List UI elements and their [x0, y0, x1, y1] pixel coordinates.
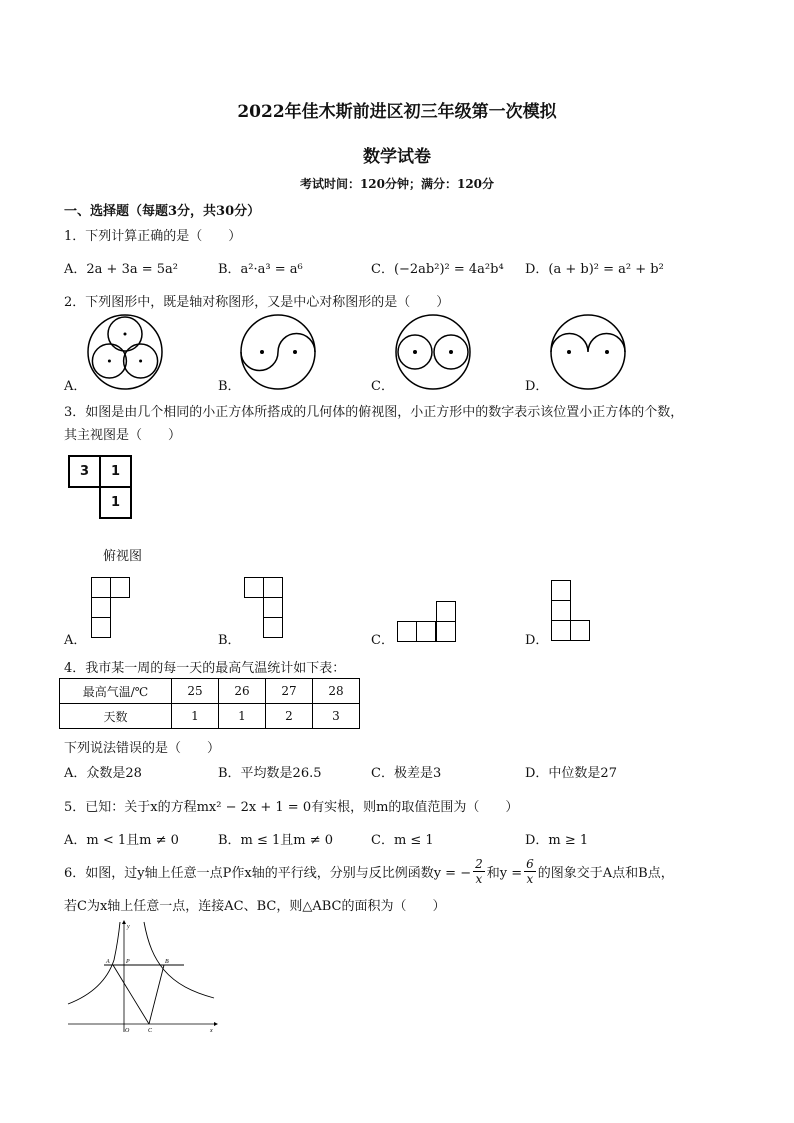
table-cell: 3: [313, 704, 360, 729]
figure-label: y: [127, 924, 130, 930]
q3-label-d: D．: [525, 633, 549, 648]
exam-info: 考试时间：120分钟；满分：120分: [299, 177, 495, 191]
temperature-table: [59, 678, 360, 729]
q6-stem-part1: 6．如图，过y轴上任意一点P作x轴的平行线，分别与反比例函数y = −: [64, 865, 472, 881]
q1-option-b: B．a²·a³ = a⁶: [218, 262, 303, 277]
top-view-cell: 1: [99, 486, 132, 519]
table-cell: 天数: [60, 704, 172, 729]
top-view-cell: 3: [68, 455, 101, 488]
q1-option-d: D．(a + b)² = a² + b²: [525, 262, 664, 277]
fraction-neg-2-over-x: [473, 857, 485, 886]
q5-option-b: B．m ≤ 1且m ≠ 0: [218, 833, 334, 848]
table-cell: 26: [219, 679, 266, 704]
fraction-6-over-x: [524, 857, 536, 886]
q2-figure-a: [85, 312, 165, 392]
q4-option-b: B．平均数是26.5: [218, 766, 322, 781]
figure-label: O: [125, 1028, 130, 1034]
q3-label-c: C．: [371, 633, 394, 648]
exam-subtitle: 数学试卷: [363, 147, 431, 167]
fraction-denominator: x: [475, 871, 483, 886]
table-row: [60, 704, 360, 729]
table-cell: 1: [172, 704, 219, 729]
q5-stem: 5．已知：关于x的方程mx² − 2x + 1 = 0有实根，则m的取值范围为（ ）: [64, 800, 519, 815]
q2-label-a: A．: [64, 379, 87, 394]
q6-stem-line1: [64, 851, 674, 891]
q5-option-d: D．m ≥ 1: [525, 833, 589, 848]
table-row: [60, 679, 360, 704]
q3-option-b-figure: [244, 577, 286, 640]
q4-question: 下列说法错误的是（ ）: [64, 741, 221, 756]
q3-stem-line1: 3．如图是由几个相同的小正方体所搭成的几何体的俯视图，小正方形中的数字表示该位置小正方体的个数，: [64, 405, 684, 420]
exam-title: 2022年佳木斯前进区初三年级第一次模拟: [237, 102, 557, 122]
q4-option-a: A．众数是28: [64, 766, 142, 781]
table-cell: 最高气温/℃: [60, 679, 172, 704]
q6-stem-line2: 若C为x轴上任意一点，连接AC、BC，则△ABC的面积为（ ）: [64, 899, 446, 914]
q2-figure-b: [238, 312, 318, 392]
q6-stem-part2: 和y =: [486, 865, 523, 881]
q3-label-b: B．: [218, 633, 241, 648]
q1-stem: 1．下列计算正确的是（ ）: [64, 229, 242, 244]
top-view-caption: 俯视图: [103, 549, 143, 564]
q3-label-a: A．: [64, 633, 87, 648]
q6-graph-figure: [64, 918, 224, 1036]
q1-option-a: A．2a + 3a = 5a²: [64, 262, 178, 277]
fraction-denominator: x: [526, 871, 534, 886]
q2-label-d: D．: [525, 379, 549, 394]
q6-stem-part3: 的图象交于A点和B点，: [537, 865, 674, 881]
table-cell: 27: [266, 679, 313, 704]
table-cell: 28: [313, 679, 360, 704]
fraction-numerator: 2: [475, 856, 483, 871]
table-cell: 1: [219, 704, 266, 729]
fraction-numerator: 6: [526, 856, 534, 871]
q4-option-c: C．极差是3: [371, 766, 442, 781]
q5-option-a: A．m < 1且m ≠ 0: [64, 833, 179, 848]
q2-stem: 2．下列图形中，既是轴对称图形，又是中心对称图形的是（ ）: [64, 295, 450, 310]
figure-label: P: [126, 959, 130, 965]
figure-label: x: [210, 1028, 213, 1034]
figure-label: C: [148, 1028, 153, 1034]
table-cell: 2: [266, 704, 313, 729]
figure-label: A: [106, 959, 110, 965]
q2-figure-d: [548, 312, 628, 392]
q2-label-c: C．: [371, 379, 394, 394]
q5-option-c: C．m ≤ 1: [371, 833, 434, 848]
top-view-figure: [68, 455, 134, 521]
q3-option-a-figure: [91, 577, 131, 640]
section-heading: 一、选择题（每题3分，共30分）: [64, 204, 261, 219]
q3-stem-line2: 其主视图是（ ）: [64, 428, 182, 443]
q2-label-b: B．: [218, 379, 241, 394]
q3-option-d-figure: [551, 580, 593, 643]
q4-stem: 4．我市某一周的每一天的最高气温统计如下表：: [64, 661, 346, 676]
figure-label: B: [165, 959, 169, 965]
table-cell: 25: [172, 679, 219, 704]
top-view-cell: 1: [99, 455, 132, 488]
q4-option-d: D．中位数是27: [525, 766, 617, 781]
q2-figure-c: [393, 312, 473, 392]
q1-option-c: C．(−2ab²)² = 4a²b⁴: [371, 262, 504, 277]
q3-option-c-figure: [397, 601, 457, 643]
